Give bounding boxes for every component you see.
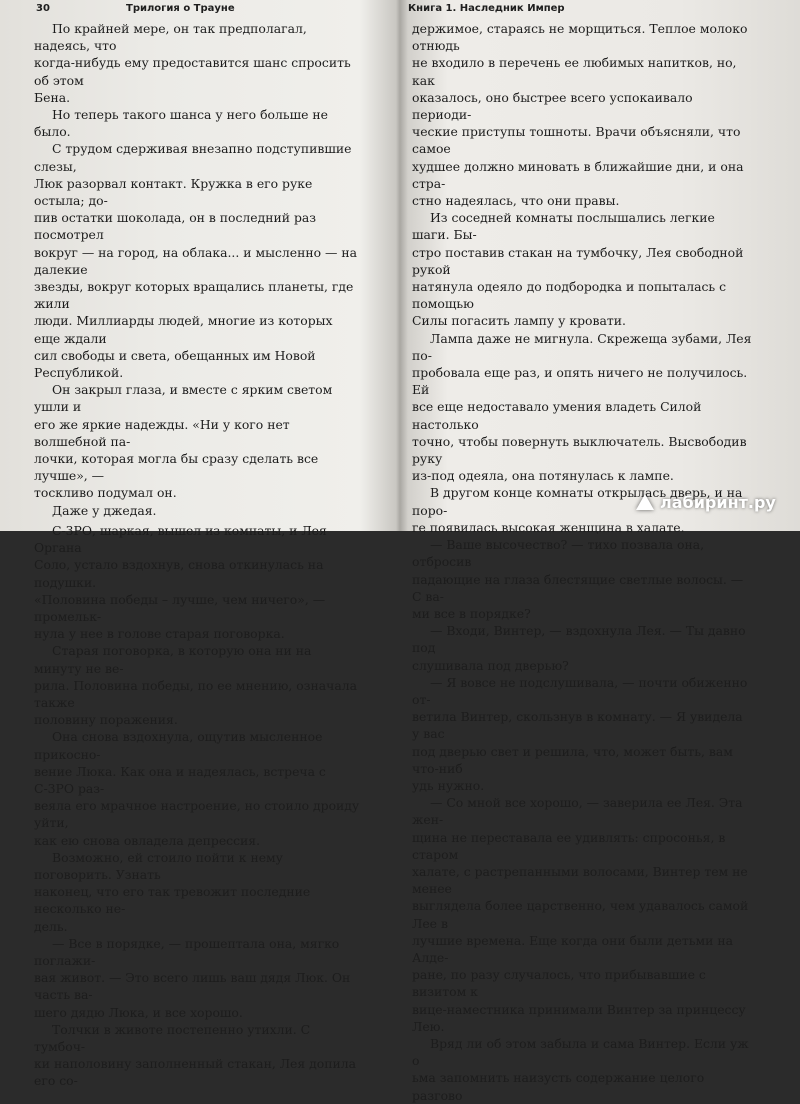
text-line: худшее должно миновать в ближайшие дни, и она стра- bbox=[412, 158, 744, 191]
text-line: ми все в порядке? bbox=[412, 605, 531, 621]
text-line: веяла его мрачное настроение, но стоило дроиду уйти, bbox=[34, 798, 360, 831]
text-line: ге появилась высокая женщина в халате. bbox=[412, 519, 685, 535]
text-line: рила. Половина победы, по ее мнению, означала также bbox=[34, 677, 357, 710]
text-line: не входило в перечень ее любимых напитков, но, как bbox=[412, 55, 737, 88]
watermark-text: лабиринт.ру bbox=[660, 493, 776, 512]
text-line: лучшие времена. Еще когда они были детьми на Алде- bbox=[412, 932, 733, 965]
text-line: выглядела более царственно, чем удавалось самой Лее в bbox=[412, 898, 749, 931]
text-line: По крайней мере, он так предполагал, надеясь, что bbox=[34, 21, 307, 54]
text-line: звезды, вокруг которых вращались планеты, где жили bbox=[34, 279, 354, 312]
text-line: как ею снова овладела депрессия. bbox=[34, 832, 261, 848]
text-line: С трудом сдерживая внезапно подступившие слезы, bbox=[34, 141, 352, 174]
text-line: Люк разорвал контакт. Кружка в его руке остыла; до- bbox=[34, 175, 313, 209]
text-line: ветила Винтер, скользнув в комнату. — Я увидела у вас bbox=[412, 709, 743, 742]
text-line: все еще недоставало умения владеть Силой настолько bbox=[412, 399, 702, 432]
text-line: под дверью свет и решила, что, может быть, вам что-ниб bbox=[412, 743, 733, 776]
running-title-left: Трилогия о Трауне bbox=[126, 3, 235, 14]
text-line: «Половина победы – лучше, чем ничего», — промельк- bbox=[34, 591, 326, 624]
text-line: пив остатки шоколада, он в последний раз посмотрел bbox=[34, 210, 317, 243]
text-line: лочки, которая могла бы сразу сделать все лучше», — bbox=[34, 451, 319, 484]
text-line: нула у нее в голове старая поговорка. bbox=[34, 626, 285, 642]
right-page bbox=[404, 0, 796, 1103]
text-line: Силы погасить лампу у кровати. bbox=[412, 313, 626, 329]
text-line: ки наполовину заполненный стакан, Лея допила его со- bbox=[34, 1056, 356, 1089]
text-line: наконец, что его так тревожит последние несколько не- bbox=[34, 884, 311, 917]
labirint-logo-icon bbox=[634, 494, 656, 512]
text-line: шего дядю Люка, и все хорошо. bbox=[34, 1004, 243, 1020]
text-line: стро поставив стакан на тумбочку, Лея свободной рукой bbox=[412, 244, 744, 277]
running-title-right: Книга 1. Наследник Импер bbox=[408, 3, 565, 14]
text-line: — Ваше высочество? — тихо позвала она, отбросив bbox=[412, 537, 705, 570]
text-line: держимое, стараясь не морщиться. Теплое молоко отнюдь bbox=[412, 21, 748, 54]
text-line: оказалось, оно быстрее всего успокаивало периоди- bbox=[412, 89, 693, 123]
text-line: падающие на глаза блестящие светлые волосы. — С ва- bbox=[412, 571, 744, 604]
left-page-text bbox=[34, 20, 360, 1090]
text-line: вая живот. — Это всего лишь ваш дядя Люк. Он часть ва- bbox=[34, 970, 351, 1003]
page-number: 30 bbox=[36, 3, 50, 14]
text-line: вение Люка. Как она и надеялась, встреча с С-3РО раз- bbox=[34, 763, 326, 796]
text-line: Старая поговорка, в которую она ни на минуту не ве- bbox=[34, 643, 312, 676]
text-line: дель. bbox=[34, 918, 68, 934]
text-line: люди. Миллиарды людей, многие из которых еще ждали bbox=[34, 313, 333, 346]
text-line: Вряд ли об этом забыла и сама Винтер. Если уж о bbox=[412, 1035, 749, 1069]
text-line: тоскливо подумал он. bbox=[34, 485, 177, 501]
text-line: слушивала под дверью? bbox=[412, 657, 569, 673]
text-line: Она снова вздохнула, ощутив мысленное прикосно- bbox=[34, 729, 323, 762]
text-line: С-3РО, шаркая, вышел из комнаты, и Лея Органа bbox=[34, 522, 327, 556]
right-page-text bbox=[412, 20, 752, 1104]
text-line: — Со мной все хорошо, — заверила ее Лея. Эта жен- bbox=[412, 795, 743, 828]
text-line: натянула одеяло до подбородка и попыталась с помощью bbox=[412, 279, 727, 312]
text-line: ьма запомнить наизусть содержание целого разгово bbox=[412, 1070, 705, 1103]
text-line: стно надеялась, что они правы. bbox=[412, 193, 620, 209]
text-line: ческие приступы тошноты. Врачи объясняли, что самое bbox=[412, 124, 741, 157]
text-line: когда-нибудь ему предоставится шанс спросить об этом bbox=[34, 55, 351, 88]
text-line: пробовала еще раз, и опять ничего не получилось. Ей bbox=[412, 365, 748, 398]
text-line: Он закрыл глаза, и вместе с ярким светом ушли и bbox=[34, 382, 333, 415]
text-line: Но теперь такого шанса у него больше не было. bbox=[34, 107, 328, 140]
watermark bbox=[634, 493, 776, 512]
text-line: щина не переставала ее удивлять: спросонья, в старом bbox=[412, 829, 726, 862]
text-line: из-под одеяла, она потянулась к лампе. bbox=[412, 468, 674, 484]
text-line: Лампа даже не мигнула. Скрежеща зубами, Лея по- bbox=[412, 330, 752, 363]
text-line: половину поражения. bbox=[34, 712, 178, 728]
text-line: Даже у джедая. bbox=[52, 502, 157, 518]
text-line: халате, с растрепанными волосами, Винтер тем не менее bbox=[412, 863, 748, 897]
text-line: вице-наместника принимали Винтер за принцессу Лею. bbox=[412, 1001, 746, 1034]
text-line: Толчки в животе постепенно утихли. С тумбоч- bbox=[34, 1021, 311, 1054]
text-line: Возможно, ей стоило пойти к нему поговорить. Узнать bbox=[34, 849, 283, 882]
text-line: — Входи, Винтер, — вздохнула Лея. — Ты давно под bbox=[412, 623, 746, 656]
text-line: ране, по разу случалось, что прибывавшие с визитом к bbox=[412, 967, 706, 1000]
left-page bbox=[6, 0, 394, 1089]
text-line: удь нужно. bbox=[412, 777, 485, 793]
text-line: точно, чтобы повернуть выключатель. Высвободив руку bbox=[412, 433, 747, 467]
text-line: Из соседней комнаты послышались легкие шаги. Бы- bbox=[412, 210, 715, 243]
text-line: вокруг — на город, на облака... и мысленно — на далекие bbox=[34, 244, 357, 277]
text-line: Соло, устало вздохнув, снова откинулась на подушки. bbox=[34, 557, 324, 590]
text-line: В другом конце комнаты открылась дверь, и на поро- bbox=[412, 485, 743, 518]
text-line: его же яркие надежды. «Ни у кого нет волшебной па- bbox=[34, 416, 290, 449]
text-line: Бена. bbox=[34, 89, 71, 105]
text-line: — Я вовсе не подслушивала, — почти обиженно от- bbox=[412, 674, 748, 707]
text-line: — Все в порядке, — прошептала она, мягко поглажи- bbox=[34, 935, 340, 968]
text-line: сил свободы и света, обещанных им Новой Республикой. bbox=[34, 347, 316, 381]
